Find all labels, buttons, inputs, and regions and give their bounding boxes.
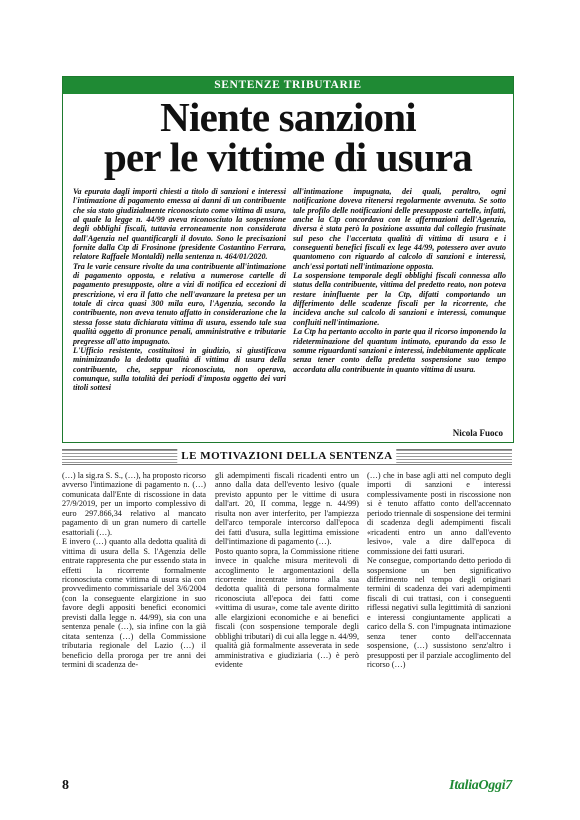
motivations-column-3: (…) che in base agli atti nel computo degli importi di sanzioni e interessi complessivamente posti in riscossione non si è tenuto affatto conto dell'accennato periodo triennale di sospensione dei termini di scadenza degli adempimenti fiscali «ricadenti entro un anno dall'evento lesivo», vale a dire dall'epoca di commissione dei fatti usurari. Ne consegue, comportando detto periodo di sospensione un ben significativo differimento nel tempo degli originari termini di scadenza dei vari adempimenti fiscali di cui trattasi, con i conseguenti riflessi negativi sulla legittimità di sanzioni e interessi congiuntamente applicati a carico della S. con l'impugnata intimazione senza tener conto dell'accennata sospensione, (…) sussistono senz'altro i presupposti per il parziale accoglimento del ricorso (…) (367, 471, 511, 670)
section-kicker: SENTENZE TRIBUTARIE (63, 77, 513, 94)
author-byline: Nicola Fuoco (452, 428, 503, 438)
lead-column-right: all'intimazione impugnata, dei quali, peraltro, ogni notificazione doveva ritenersi regolarmente avvenuta. Se sotto tale profilo delle notificazioni delle presupposte cartelle, infatti, anche la Ctp concordava con le affermazioni dell'Agenzia, diversa è stata però la posizione assunta dal collegio frusinate sul peso che l'accertata qualità di vittima di usura e i conseguenti benefici fiscali ex lege 44/99, potessero aver avuto quantomeno con riguardo al calcolo di sanzioni e interessi, anch'essi portati nell'intimazione opposta. La sospensione temporale degli obblighi fiscali connessa allo status della contribuente, vittima del predetto reato, non poteva restare ininfluente per la Ctp, difatti comportando un differimento delle scadenze fiscali per la ricorrente, che incideva anche sul calcolo di sanzioni e interessi, comunque confluiti nell'intimazione. La Ctp ha pertanto accolto in parte qua il ricorso imponendo la rideterminazione del quantum intimato, epurando da esso le somme riguardanti sanzioni e interessi, indebitamente applicate senza tener conto della predetta sospensione suo tempo accordata alla contribuente in quanto vittima di usura. (293, 187, 506, 374)
headline-text: Niente sanzioni per le vittime di usura (103, 94, 473, 180)
article-box (62, 76, 514, 443)
motivations-heading: LE MOTIVAZIONI DELLA SENTENZA (177, 449, 396, 464)
lead-column-left: Va epurata dagli importi chiesti a titolo di sanzioni e interessi l'intimazione di pagamento emessa ai danni di un contribuente che sia stato giudizialmente riconosciuto come vittima di usura, al quale la legge n. 44/99 aveva riconosciuto la sospensione degli obblighi fiscali, tuttavia erroneamente non considerata dall'Agenzia nel quantificargli il dovuto. Sono le precisazioni fornite dalla Ctp di Frosinone (presidente Costantino Ferrara, relatore Raffaele Montaldi) nella sentenza n. 464/01/2020. Tra le varie censure rivolte da una contribuente all'intimazione di pagamento opposta, e relativa a numerose cartelle di pagamento presupposte, oltre a vizi di notifica ed eccezioni di prescrizione, vi era il fatto che nell'avanzare la pretesa per un totale di circa quasi 300 mila euro, l'Agenzia, secondo la contribuente, non aveva tenuto affatto in considerazione che la stessa fosse stata dichiarata vittima di usura, essendo tale sua qualità oggetto di pronunce penali, amministrative e tributarie pregresse all'atto impugnato. L'Ufficio resistente, costituitosi in giudizio, si giustificava minimizzando la dedotta qualità di vittima di usura della contribuente, che, seppur riconosciuta, non operava, comunque, sulla totalità dei periodi d'imposta oggetto dei vari titoli sottesi (73, 187, 286, 393)
headline (63, 94, 513, 180)
motivations-column-1: (…) la sig.ra S. S., (…), ha proposto ricorso avverso l'intimazione di pagamento n. (…) comunicata dall'Ente di riscossione in data 27/9/2019, per un importo complessivo di euro 297.866,34 relativo al mancato pagamento di un gran numero di cartelle esattoriali (…). E invero (…) quanto alla dedotta qualità di vittima di usura della S. l'Agenzia delle entrate rappresenta che pur essendo stata in effetti la ricorrente formalmente riconosciuta come vittima di usura sia con provvedimento commissariale del 3/6/2004 (con la conseguente elargizione in suo favore degli appositi benefici economici previsti dalla legge n. 44/99), sia con una sentenza penale (…), sia infine con la già citata sentenza (…) della Commissione tributaria regionale del Lazio (…) il beneficio della proroga per tre anni dei termini di scadenza de- (62, 471, 206, 670)
motivations-section-header (62, 449, 512, 465)
page-number: 8 (62, 778, 69, 793)
publication-logo: ItaliaOggi7 (449, 778, 512, 793)
motivations-column-2: gli adempimenti fiscali ricadenti entro un anno dalla data dell'evento lesivo (quale previsto appunto per le vittime di usura dall'art. 20, II comma, legge n. 44/99) risulta non aver interferito, per l'ampiezza dell'arco temporale intercorso dall'epoca dei fatti d'usura, sulla legittima emissione dell'intimazione di pagamento (…). Posto quanto sopra, la Commissione ritiene invece in qualche misura meritevoli di accoglimento le argomentazioni della ricorrente incentrate intorno alla sua dedotta qualità di persona formalmente riconosciuta all'epoca dei fatti come «vittima di usura», come tale avente diritto alle elargizioni economiche e ai benefici fiscali (con sospensione temporale degli obblighi tributari) di cui alla legge n. 44/99, qualità già formalmente asseverata in sede amministrativa e giudiziaria (…) è però evidente (215, 471, 359, 670)
